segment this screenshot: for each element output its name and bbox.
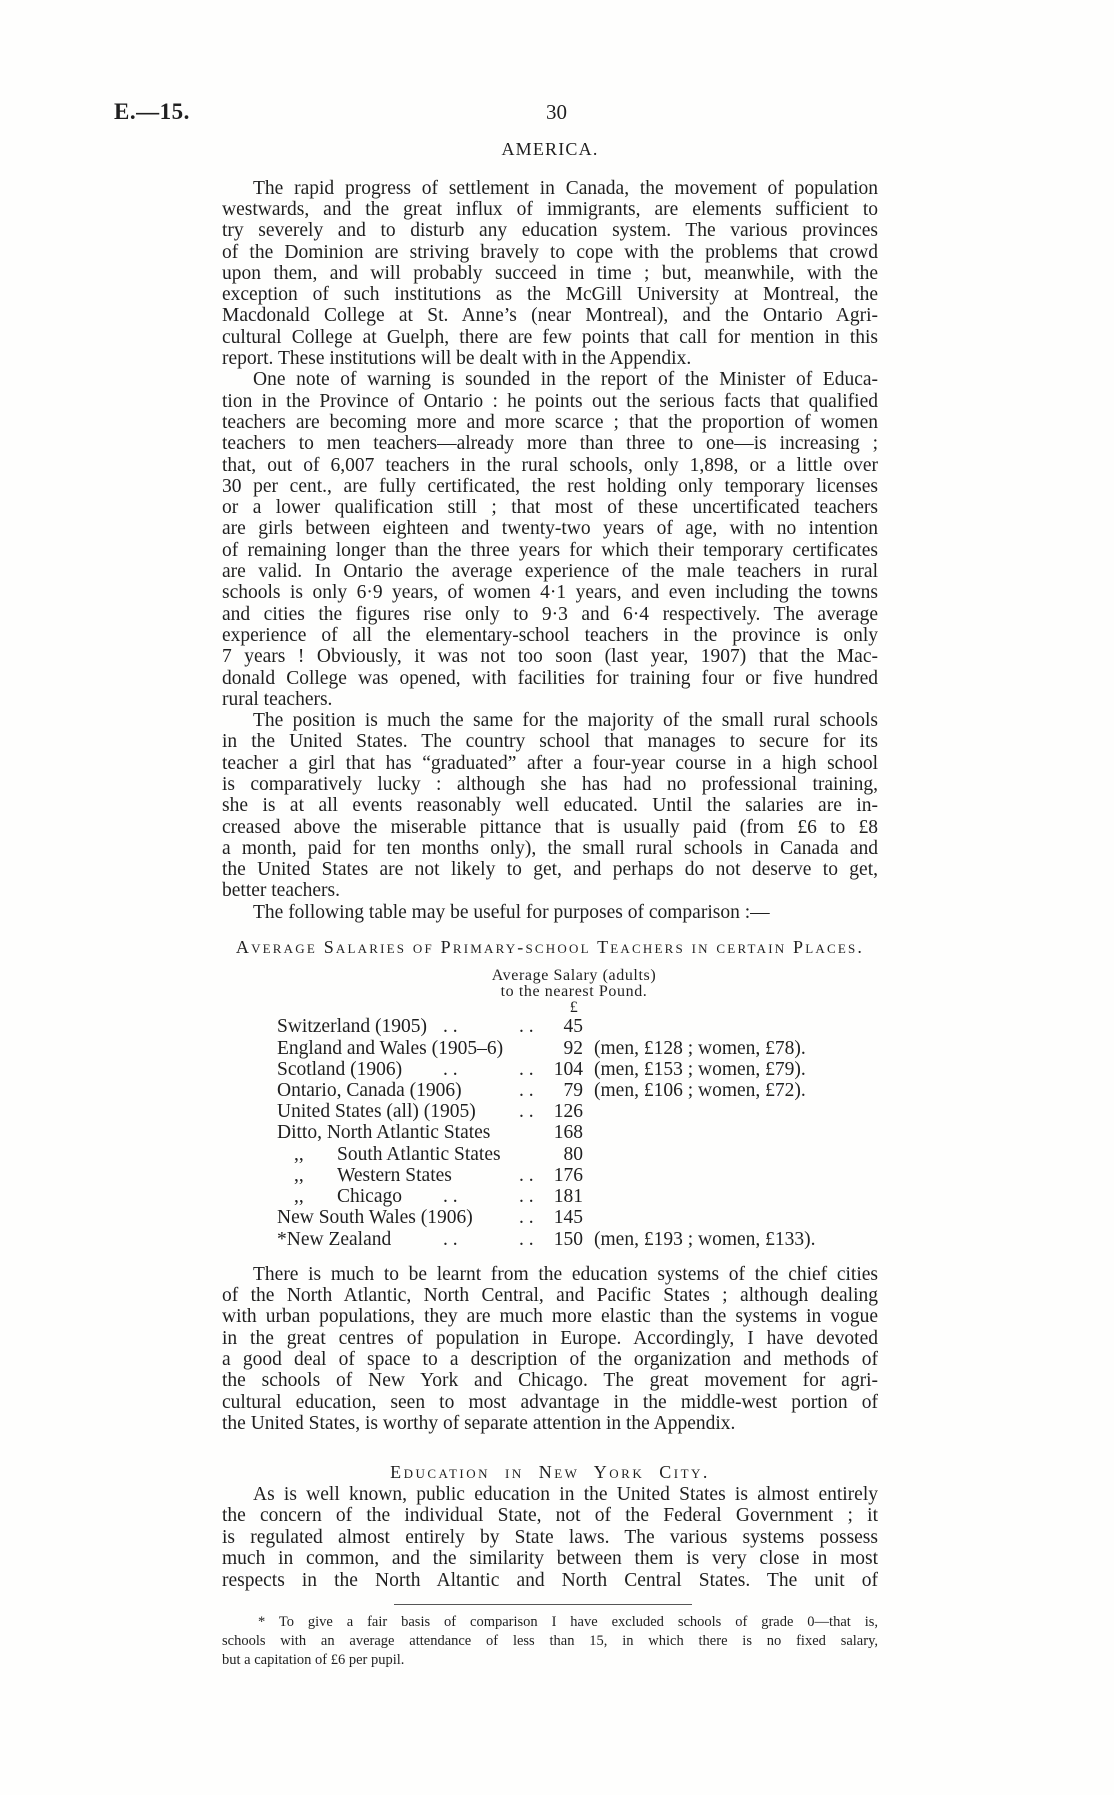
- text-line: better teachers.: [222, 880, 341, 902]
- paragraph: [222, 1613, 878, 1669]
- leader-dots: . .: [519, 1016, 534, 1038]
- salary-breakdown: (men, £128 ; women, £78).: [594, 1037, 806, 1059]
- text-line: teacher a girl that has “graduated” after a four-year course in a high school: [222, 752, 878, 774]
- place-name: Scotland (1906): [277, 1058, 403, 1080]
- leader-dots: . .: [519, 1058, 534, 1080]
- text-line: is comparatively lucky : although she has had no professional training,: [222, 774, 878, 795]
- paragraph: [222, 1264, 878, 1435]
- text-line: in the great centres of population in Europe. Accordingly, I have devoted: [222, 1327, 878, 1349]
- text-line: but a capitation of £6 per pupil.: [222, 1651, 405, 1668]
- table-row: [277, 1122, 897, 1143]
- text-line: The following table may be useful for purposes of comparison :—: [253, 901, 770, 923]
- text-line: teachers to men teachers—already more than three to one—is increasing ;: [222, 433, 878, 455]
- text-line: try severely and to disturb any education system. The various provinces: [222, 220, 878, 242]
- text-line: There is much to be learnt from the education systems of the chief cities: [253, 1263, 878, 1285]
- table-row: [277, 1165, 897, 1186]
- footnote-rule: [394, 1604, 692, 1605]
- footnote: [222, 1613, 878, 1669]
- paragraph: [222, 178, 878, 370]
- text-line: the United States are not likely to get, and perhaps do not deserve to get,: [222, 859, 878, 881]
- place-name: Ontario, Canada (1906): [277, 1080, 462, 1102]
- text-line: The rapid progress of settlement in Canada, the movement of population: [253, 177, 878, 199]
- leader-dots: . .: [443, 1016, 458, 1038]
- leader-dots: . .: [519, 1080, 534, 1102]
- paragraph: [222, 710, 878, 902]
- leader-dots: . .: [519, 1101, 534, 1123]
- ditto-mark: ,,: [294, 1164, 304, 1186]
- text-line: she is at all events reasonably well educated. Until the salaries are in-: [222, 795, 878, 817]
- ditto-mark: ,,: [294, 1186, 304, 1208]
- text-line: the concern of the individual State, not of the Federal Government ; it: [222, 1505, 878, 1527]
- text-line: upon them, and will probably succeed in time ; but, meanwhile, with the: [222, 262, 878, 284]
- text-line: schools with an average attendance of less than 15, in which there is no fixed salary,: [222, 1632, 878, 1649]
- salary-breakdown: (men, £193 ; women, £133).: [594, 1228, 816, 1250]
- america-text: [222, 178, 878, 923]
- text-line: 7 years ! Obviously, it was not too soon (last year, 1907) that the Mac-: [222, 646, 878, 668]
- salary-value: 80: [563, 1143, 583, 1165]
- text-line: in the United States. The country school that manages to secure for its: [222, 731, 878, 753]
- leader-dots: . .: [443, 1058, 458, 1080]
- series-code: E.—15.: [114, 99, 190, 124]
- text-line: of remaining longer than the three years for which their temporary certificates: [222, 539, 878, 561]
- text-line: that, out of 6,007 teachers in the rural schools, only 1,898, or a little over: [222, 454, 878, 476]
- leader-dots: . .: [519, 1207, 534, 1229]
- salary-value: 79: [563, 1080, 583, 1102]
- table-row: [277, 1144, 897, 1165]
- salary-value: 168: [553, 1122, 583, 1144]
- text-line: rural teachers.: [222, 688, 333, 710]
- text-line: are valid. In Ontario the average experience of the male teachers in rural: [222, 561, 878, 583]
- leader-dots: . .: [443, 1228, 458, 1250]
- place-name: England and Wales (1905–6): [277, 1037, 504, 1059]
- place-name: Switzerland (1905): [277, 1016, 428, 1038]
- text-line: westwards, and the great influx of immigrants, are elements sufficient to: [222, 198, 878, 220]
- text-line: of the North Atlantic, North Central, and Pacific States ; although dealing: [222, 1285, 878, 1307]
- text-line: creased above the miserable pittance that is usually paid (from £6 to £8: [222, 816, 878, 838]
- leader-dots: . .: [519, 1186, 534, 1208]
- text-line: schools is only 6·9 years, of women 4·1 years, and even including the towns: [222, 582, 878, 604]
- leader-dots: . .: [443, 1186, 458, 1208]
- text-line: a good deal of space to a description of the organization and methods of: [222, 1349, 878, 1371]
- salary-value: 181: [553, 1186, 583, 1208]
- text-line: the United States, is worthy of separate attention in the Appendix.: [222, 1413, 736, 1435]
- text-line: report. These institutions will be dealt with in the Appendix.: [222, 348, 692, 370]
- salary-value: 104: [553, 1058, 583, 1080]
- place-name: South Atlantic States: [337, 1143, 501, 1165]
- salary-breakdown: (men, £153 ; women, £79).: [594, 1058, 806, 1080]
- place-name: New South Wales (1906): [277, 1207, 473, 1229]
- text-line: is regulated almost entirely by State laws. The various systems possess: [222, 1526, 878, 1548]
- salary-breakdown: (men, £106 ; women, £72).: [594, 1080, 806, 1102]
- paragraph: [222, 369, 878, 710]
- ditto-mark: ,,: [294, 1143, 304, 1165]
- text-line: with urban populations, they are much more elastic than the systems in vogue: [222, 1306, 878, 1328]
- paragraph: [222, 1484, 878, 1591]
- text-line: The position is much the same for the majority of the small rural schools: [253, 710, 878, 732]
- table-row: [277, 1186, 897, 1207]
- salary-value: 176: [553, 1164, 583, 1186]
- table-row: [277, 1207, 897, 1228]
- text-line: the schools of New York and Chicago. The great movement for agri-: [222, 1370, 878, 1392]
- place-name: Chicago: [337, 1186, 402, 1208]
- place-name: Western States: [337, 1164, 452, 1186]
- text-line: experience of all the elementary-school teachers in the province is only: [222, 624, 878, 646]
- text-line: donald College was opened, with facilities for training four or five hundred: [222, 667, 878, 689]
- text-line: are girls between eighteen and twenty-two years of age, with no intention: [222, 518, 878, 540]
- page-number: 30: [546, 100, 567, 124]
- salary-value: 150: [553, 1228, 583, 1250]
- leader-dots: . .: [519, 1228, 534, 1250]
- text-line: 30 per cent., are fully certificated, the rest holding only temporary licenses: [222, 475, 878, 497]
- salary-value: 45: [563, 1016, 583, 1038]
- text-line: * To give a fair basis of comparison I have excluded schools of grade 0—that is,: [258, 1614, 878, 1630]
- new-york-text: [222, 1484, 878, 1591]
- place-name: United States (all) (1905): [277, 1101, 476, 1123]
- section-heading-new-york: Education in New York City.: [390, 1462, 710, 1482]
- text-line: of the Dominion are striving bravely to cope with the problems that crowd: [222, 241, 878, 263]
- table-row: [277, 1080, 897, 1101]
- text-line: tion in the Province of Ontario : he points out the serious facts that qualified: [222, 390, 878, 412]
- text-line: Macdonald College at St. Anne’s (near Montreal), and the Ontario Agri-: [222, 305, 878, 327]
- paragraph: [222, 902, 878, 923]
- table-row: [277, 1038, 897, 1059]
- after-table-text: [222, 1264, 878, 1435]
- salary-value: 92: [563, 1037, 583, 1059]
- text-line: exception of such institutions as the McGill University at Montreal, the: [222, 284, 878, 306]
- currency-unit: £: [569, 998, 579, 1016]
- table-row: [277, 1016, 897, 1037]
- text-line: or a lower qualification still ; that most of these uncertificated teachers: [222, 497, 878, 519]
- table-row: [277, 1059, 897, 1080]
- text-line: One note of warning is sounded in the report of the Minister of Educa-: [253, 369, 878, 391]
- section-heading-america: AMERICA.: [501, 139, 599, 159]
- text-line: much in common, and the similarity between them is very close in most: [222, 1548, 878, 1570]
- text-line: and cities the figures rise only to 9·3 and 6·4 respectively. The average: [222, 603, 878, 625]
- place-name: Ditto, North Atlantic States: [277, 1122, 491, 1144]
- text-line: respects in the North Altantic and North Central States. The unit of: [222, 1569, 878, 1591]
- column-header: [474, 968, 674, 1016]
- column-header-line: to the nearest Pound.: [500, 982, 648, 1000]
- text-line: cultural College at Guelph, there are few points that call for mention in this: [222, 326, 878, 348]
- table-title: Average Salaries of Primary-school Teachers in certain Places.: [235, 937, 865, 957]
- text-line: cultural education, seen to most advantage in the middle-west portion of: [222, 1391, 878, 1413]
- table-row: [277, 1101, 897, 1122]
- leader-dots: . .: [519, 1164, 534, 1186]
- column-header-line: Average Salary (adults): [491, 966, 657, 984]
- text-line: teachers are becoming more and more scarce ; that the proportion of women: [222, 411, 878, 433]
- table-row: [277, 1229, 897, 1250]
- salary-value: 126: [553, 1101, 583, 1123]
- salary-value: 145: [553, 1207, 583, 1229]
- salary-table: [277, 1016, 897, 1249]
- text-line: a month, paid for ten months only), the small rural schools in Canada and: [222, 837, 878, 859]
- place-name: *New Zealand: [277, 1228, 392, 1250]
- text-line: As is well known, public education in the United States is almost entirely: [253, 1484, 878, 1505]
